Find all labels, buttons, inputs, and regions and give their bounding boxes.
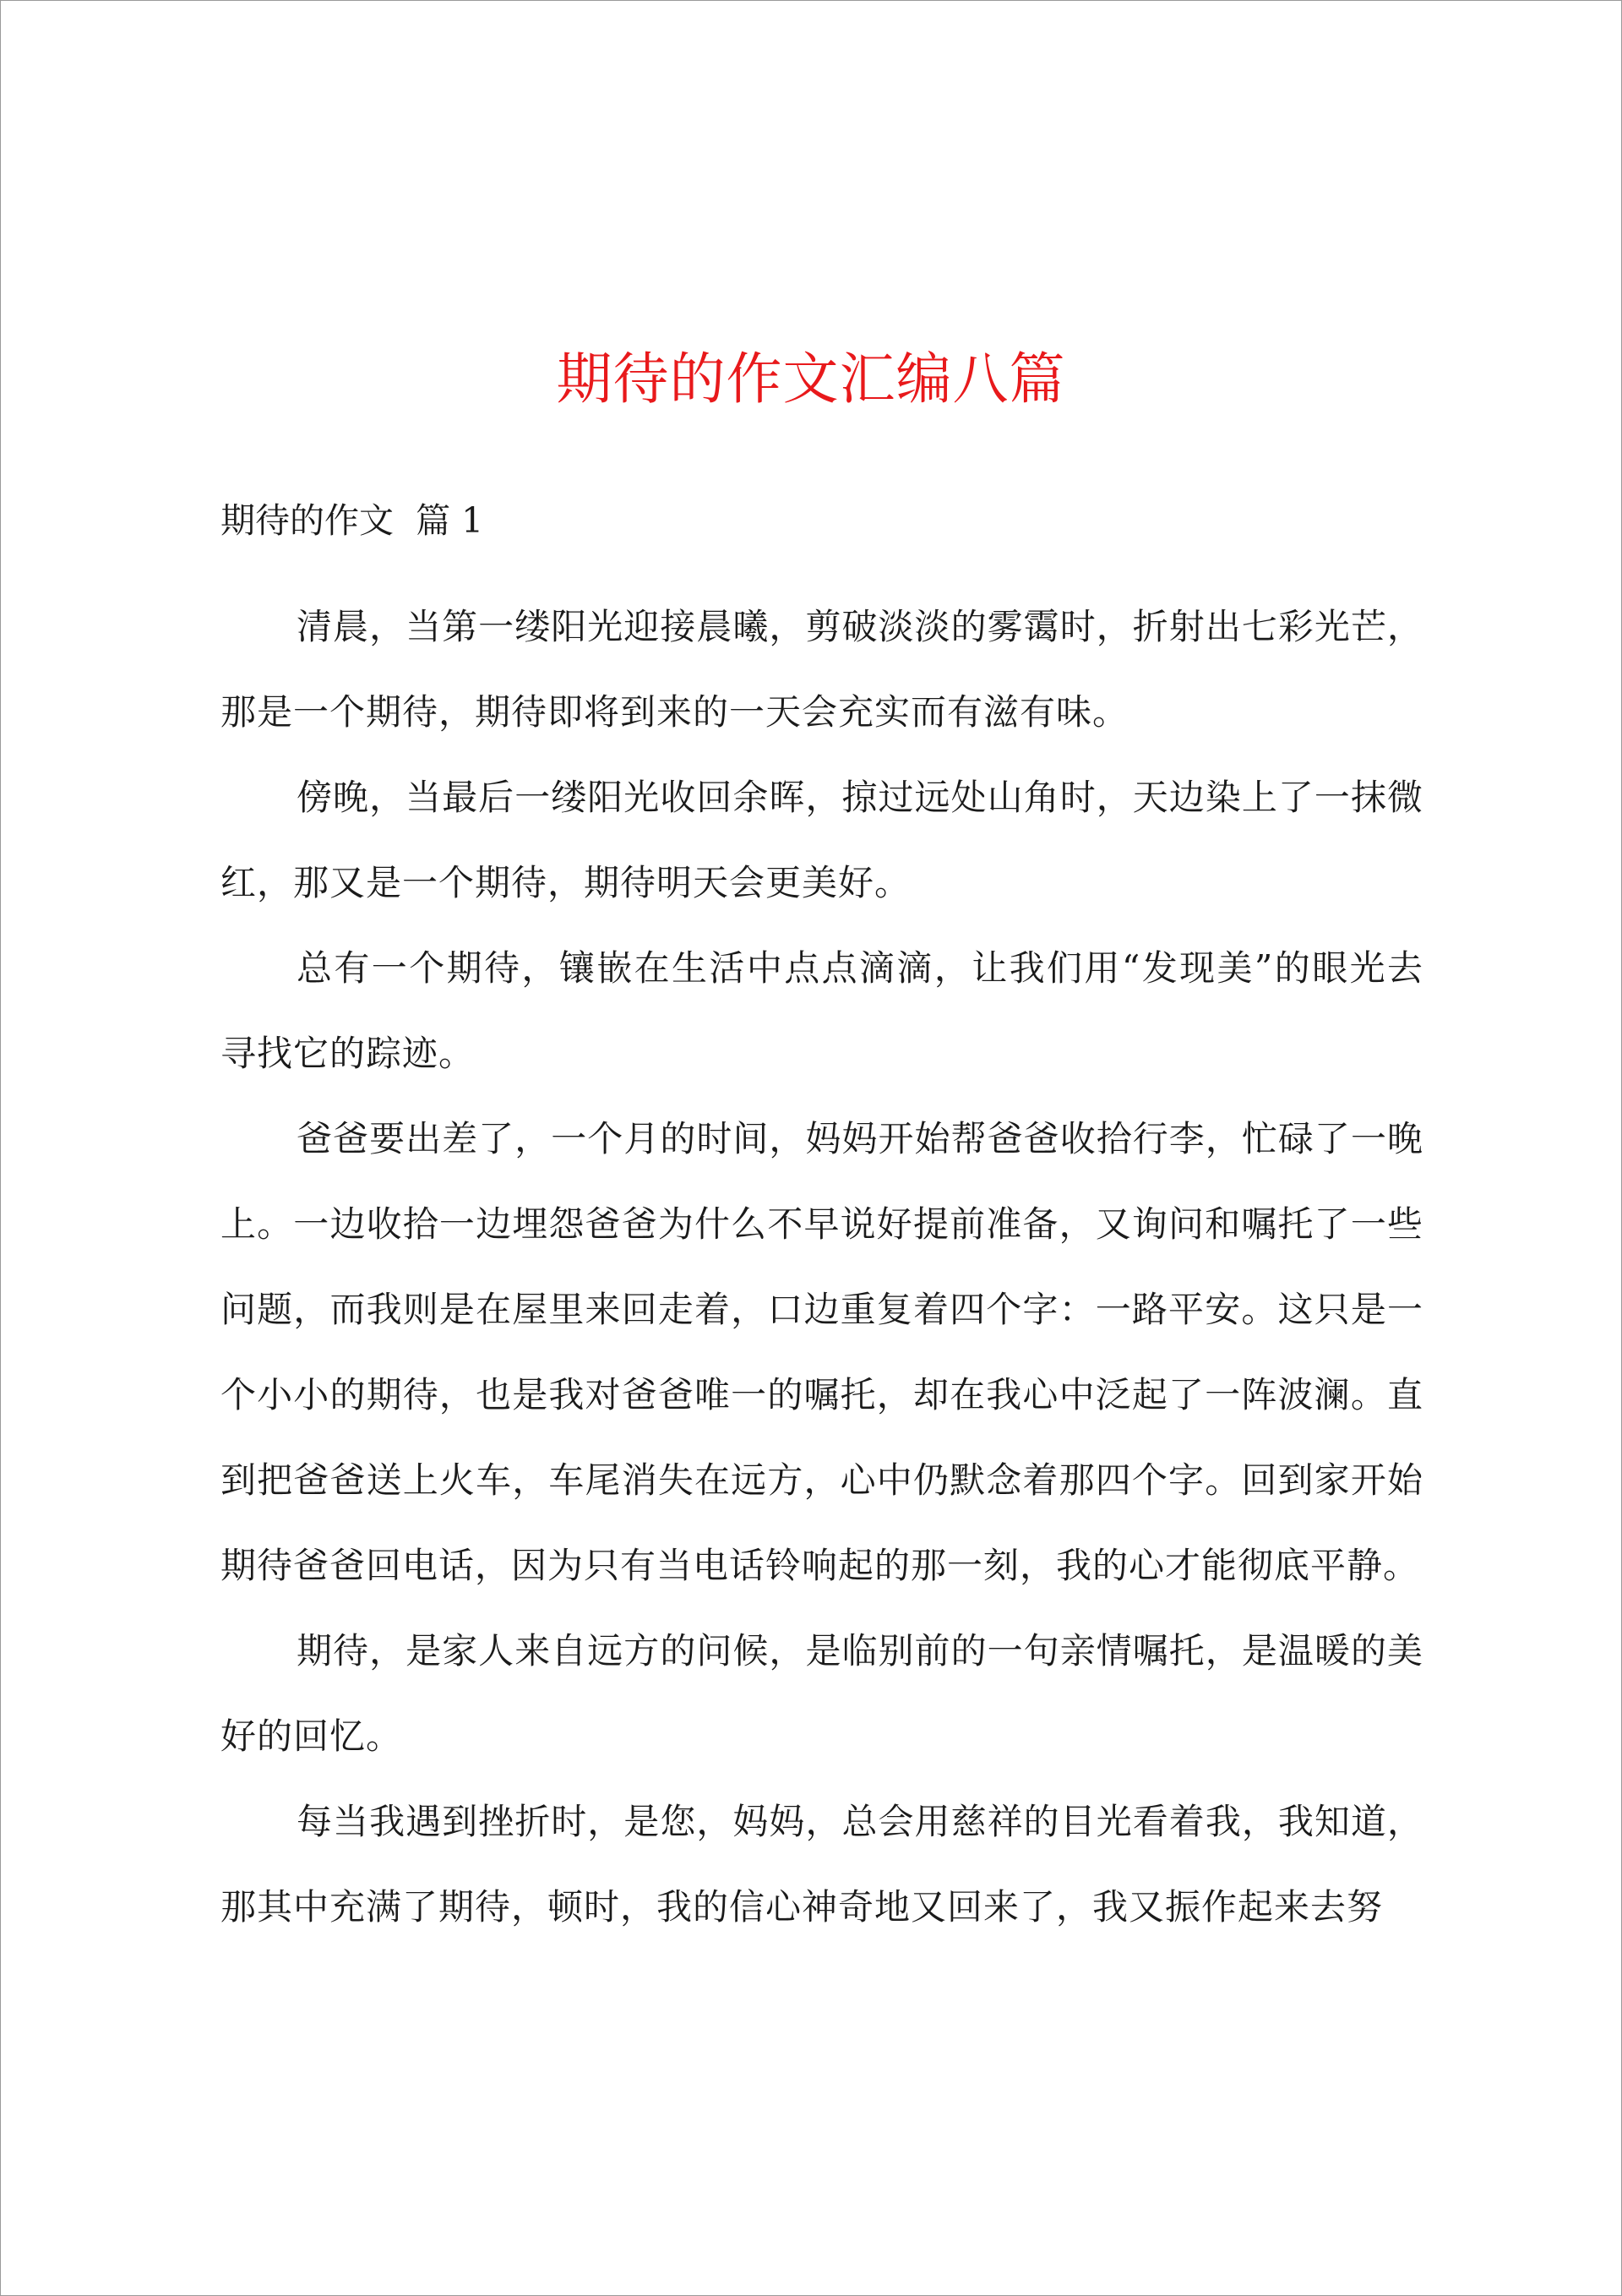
- paragraph: 期待，是家人来自远方的问候，是临别前的一句亲情嘱托，是温暖的美好的回忆。: [220, 1630, 1423, 1757]
- paragraph: 清晨，当第一缕阳光迎接晨曦，剪破淡淡的雾霭时，折射出七彩光芒，那是一个期待，期待即将到来的一天会充实而有滋有味。: [220, 606, 1423, 733]
- paragraph: 傍晚，当最后一缕阳光收回余晖，掠过远处山角时，天边染上了一抹微红，那又是一个期待，期待明天会更美好。: [220, 777, 1423, 903]
- paragraph: 每当我遇到挫折时，是您，妈妈，总会用慈祥的目光看着我，我知道，那其中充满了期待，顿时，我的信心神奇地又回来了，我又振作起来去努: [220, 1801, 1423, 1928]
- paragraph: 总有一个期待，镶嵌在生活中点点滴滴，让我们用“发现美”的眼光去寻找它的踪迹。: [220, 947, 1423, 1074]
- paragraph: 爸爸要出差了，一个月的时间，妈妈开始帮爸爸收拾行李，忙碌了一晚上。一边收拾一边埋怨爸爸为什么不早说好提前准备，又询问和嘱托了一些问题，而我则是在屋里来回走着，口边重复着四个字：一路平安。这只是一个小小的期待，也是我对爸爸唯一的嘱托，却在我心中泛起了一阵波澜。直到把爸爸送上火车，车尾消失在远方，心中仍默念着那四个字。回到家开始期待爸爸回电话，因为只有当电话铃响起的那一刻，我的心才能彻底平静。: [220, 1118, 1423, 1586]
- section-heading: 期待的作文 篇 1: [220, 500, 484, 541]
- body-text: [220, 584, 1423, 1950]
- document-title: 期待的作文汇编八篇: [556, 346, 1066, 412]
